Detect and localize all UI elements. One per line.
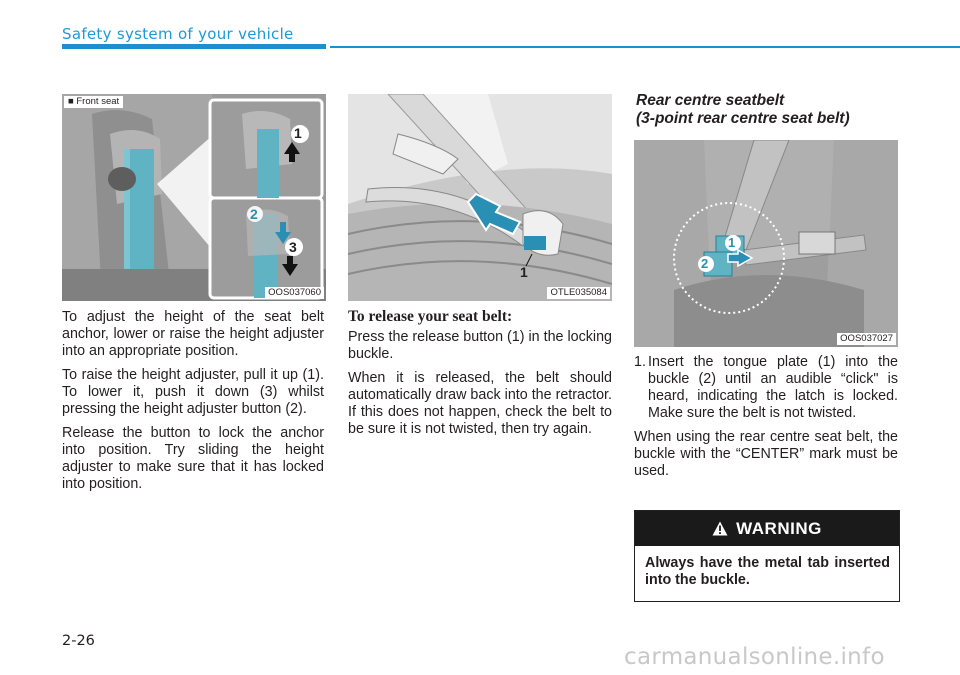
list-number: 1. [634, 354, 646, 370]
list-item [634, 354, 898, 422]
warning-box [634, 510, 900, 602]
release-belt-illustration [348, 94, 612, 301]
paragraph: Press the release button (1) in the locking buckle. [348, 329, 612, 362]
figure-code: OOS037060 [265, 287, 324, 299]
header-rule-thick [62, 44, 326, 49]
figure-code: OTLE035084 [547, 287, 610, 299]
page-number: 2-26 [62, 633, 95, 649]
front-seat-anchor-figure [62, 94, 326, 301]
warning-header [635, 511, 899, 546]
header-rule-thin [330, 46, 960, 48]
heading-line-2: (3-point rear centre seat belt) [636, 110, 850, 127]
figure-label: ■ Front seat [64, 96, 123, 108]
release-belt-figure [348, 94, 612, 301]
callout-3: 3 [289, 239, 297, 255]
rear-centre-belt-figure [634, 140, 898, 347]
warning-text: Always have the metal tab inserted into the buckle. [645, 555, 890, 588]
rear-centre-belt-illustration [634, 140, 898, 347]
heading-line-1: Rear centre seatbelt [636, 92, 785, 109]
col1-text [62, 309, 324, 500]
paragraph: To adjust the height of the seat belt anchor, lower or raise the height adjuster into an appropriate position. [62, 309, 324, 359]
paragraph: To raise the height adjuster, pull it up (1). To lower it, push it down (3) whilst pressing the height adjuster button (2). [62, 367, 324, 417]
release-heading: To release your seat belt: [348, 308, 513, 325]
paragraph: Release the button to lock the anchor into position. Try sliding the height adjuster to make sure that it has locked into position. [62, 425, 324, 492]
list-text: Insert the tongue plate (1) into the buckle (2) until an audible “click" is heard, indicating the latch is locked. Make sure the belt is not twisted. [648, 354, 898, 421]
rear-centre-heading [636, 92, 898, 128]
callout-1: 1 [520, 264, 528, 280]
callout-2: 2 [701, 256, 709, 271]
figure-code: OOS037027 [837, 333, 896, 345]
paragraph: When it is released, the belt should automatically draw back into the retractor. If this does not happen, check the belt to be sure it is not twisted, then try again. [348, 370, 612, 437]
watermark: carmanualsonline.info [624, 644, 885, 670]
callout-1: 1 [294, 125, 302, 141]
paragraph: When using the rear centre seat belt, the buckle with the “CENTER” mark must be used. [634, 429, 898, 479]
warning-triangle-icon [712, 521, 728, 536]
callout-2: 2 [250, 206, 258, 222]
section-title: Safety system of your vehicle [62, 25, 294, 43]
callout-1: 1 [728, 235, 736, 250]
warning-title: WARNING [736, 518, 822, 538]
front-seat-anchor-illustration [62, 94, 326, 301]
col2-text [348, 329, 612, 445]
col3-text [634, 354, 898, 487]
